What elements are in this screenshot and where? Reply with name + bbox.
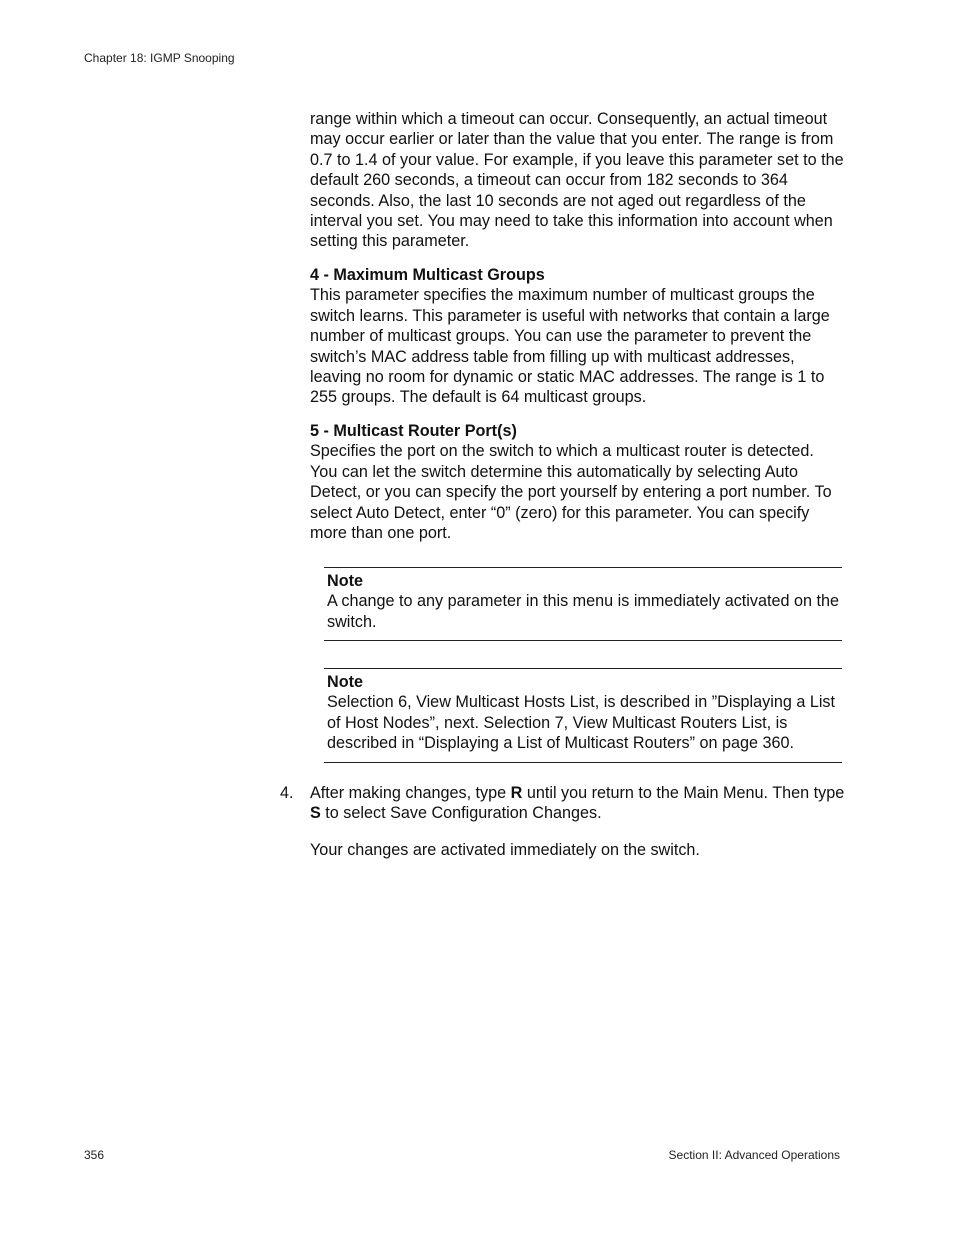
parameter-4-heading: 4 - Maximum Multicast Groups xyxy=(310,266,545,284)
parameter-5-section xyxy=(310,421,845,543)
note-2-text: Selection 6, View Multicast Hosts List, is described in ”Displaying a List of Host Nodes”, next. Selection 7, View Multicast Routers List, is described in “Displaying a List of Multicast Routers” on page 360. xyxy=(327,693,836,753)
step-4-text xyxy=(310,783,845,824)
note-1-text: A change to any parameter in this menu is immediately activated on the switch. xyxy=(327,592,839,631)
intro-text: range within which a timeout can occur. Consequently, an actual timeout may occur earlier or later than the value that you enter. The range is from 0.7 to 1.4 of your value. For example, if you leave this parameter set to the default 260 seconds, a timeout can occur from 182 seconds to 364 seconds. Also, the last 10 seconds are not aged out regardless of the interval you set. You may need to take this information into account when setting this parameter. xyxy=(310,110,844,251)
parameter-4-section xyxy=(310,265,845,408)
running-footer-section: Section II: Advanced Operations xyxy=(668,1148,840,1162)
note-box-2 xyxy=(324,668,842,763)
step-4-part-3: to select Save Configuration Changes. xyxy=(320,804,602,823)
step-4-part-1: After making changes, type xyxy=(310,784,511,802)
parameter-5-heading: 5 - Multicast Router Port(s) xyxy=(310,422,517,440)
intro-paragraph xyxy=(310,109,845,252)
note-2-title: Note xyxy=(327,673,363,691)
page-number: 356 xyxy=(84,1148,105,1162)
step-4 xyxy=(280,783,845,824)
closing-text: Your changes are activated immediately on the switch. xyxy=(310,841,700,859)
parameter-4-description: This parameter specifies the maximum number of multicast groups the switch learns. This parameter is useful with networks that contain a large number of multicast groups. You can use the parameter to prevent the switch’s MAC address table from filling up with multicast addresses, leaving no room for dynamic or static MAC addresses. The range is 1 to 255 groups. The default is 64 multicast groups. xyxy=(310,286,830,407)
key-s: S xyxy=(310,804,321,823)
running-header: Chapter 18: IGMP Snooping xyxy=(84,51,235,65)
step-4-part-2: until you return to the Main Menu. Then type xyxy=(522,784,845,802)
step-4-number: 4. xyxy=(280,784,294,802)
note-box-1 xyxy=(324,567,842,641)
note-1-title: Note xyxy=(327,572,363,590)
parameter-5-description: Specifies the port on the switch to which a multicast router is detected. You can let the switch determine this automatically by selecting Auto Detect, or you can specify the port yourself by entering a port number. To select Auto Detect, enter “0” (zero) for this parameter. You can specify more than one port. xyxy=(310,442,832,543)
key-r: R xyxy=(510,784,523,802)
